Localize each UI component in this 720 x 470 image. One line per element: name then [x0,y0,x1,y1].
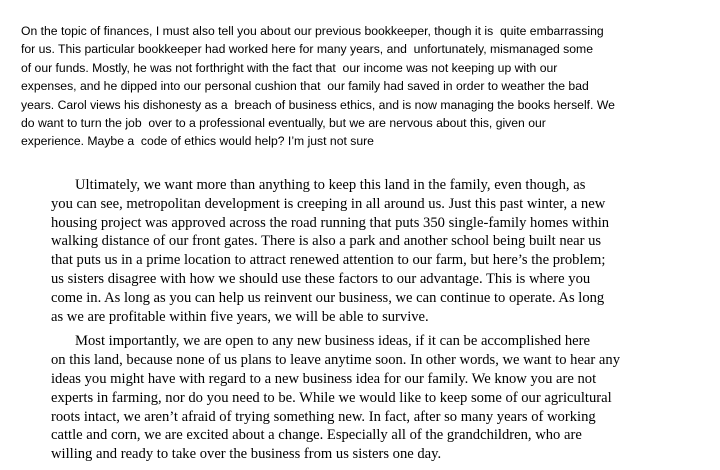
text-line: as we are profitable within five years, we will be able to survive. [51,308,429,325]
body-text [51,176,691,470]
text-line: you can see, metropolitan development is creeping in all around us. Just this past winter, a new [51,195,606,212]
text-line: experts in farming, nor do you need to be. While we would like to keep some of our agricultural [51,389,612,406]
text-line: Ultimately, we want more than anything to keep this land in the family, even though, as [75,177,586,193]
text-line: walking distance of our front gates. There is also a park and another school being built near us [51,233,602,250]
text-line: experience. Maybe a code of ethics would help? I’m just not sure [21,134,374,149]
text-line: come in. As long as you can help us reinvent our business, we can continue to operate. As long [51,289,605,306]
text-line: On the topic of finances, I must also tell you about our previous bookkeeper, though it is quite embarrassing [21,24,604,38]
body-paragraph-2 [51,332,691,464]
text-line: on this land, because none of us plans to leave anytime soon. In other words, we want to hear any [51,352,621,369]
text-line: us sisters disagree with how we should use these factors to our advantage. This is where you [51,270,591,287]
text-line: expenses, and he dipped into our personal cushion that our family had saved in order to weather the bad [21,79,589,94]
text-line: housing project was approved across the road running that puts 350 single-family homes within [51,214,610,231]
intro-paragraph [21,22,701,151]
text-line: of our funds. Mostly, he was not forthright with the fact that our income was not keeping up with our [21,60,558,75]
text-line: years. Carol views his dishonesty as a breach of business ethics, and is now managing the books herself. We [21,97,615,112]
text-line: Most importantly, we are open to any new business ideas, if it can be accomplished here [75,333,590,350]
text-line: for us. This particular bookkeeper had worked here for many years, and unfortunately, mismanaged some [21,42,593,57]
text-line: ideas you might have with regard to a new business idea for our family. We know you are not [51,370,597,387]
text-line: cattle and corn, we are excited about a change. Especially all of the grandchildren, who are [51,427,582,444]
body-paragraph-1 [51,176,691,326]
text-line: willing and ready to take over the business from us sisters one day. [51,446,442,463]
text-line: roots intact, we aren’t afraid of trying something new. In fact, after so many years of working [51,408,596,425]
text-line: that puts us in a prime location to attract renewed attention to our farm, but here’s the problem; [51,252,606,269]
text-line: do want to turn the job over to a professional eventually, but we are nervous about this, given our [21,115,546,130]
